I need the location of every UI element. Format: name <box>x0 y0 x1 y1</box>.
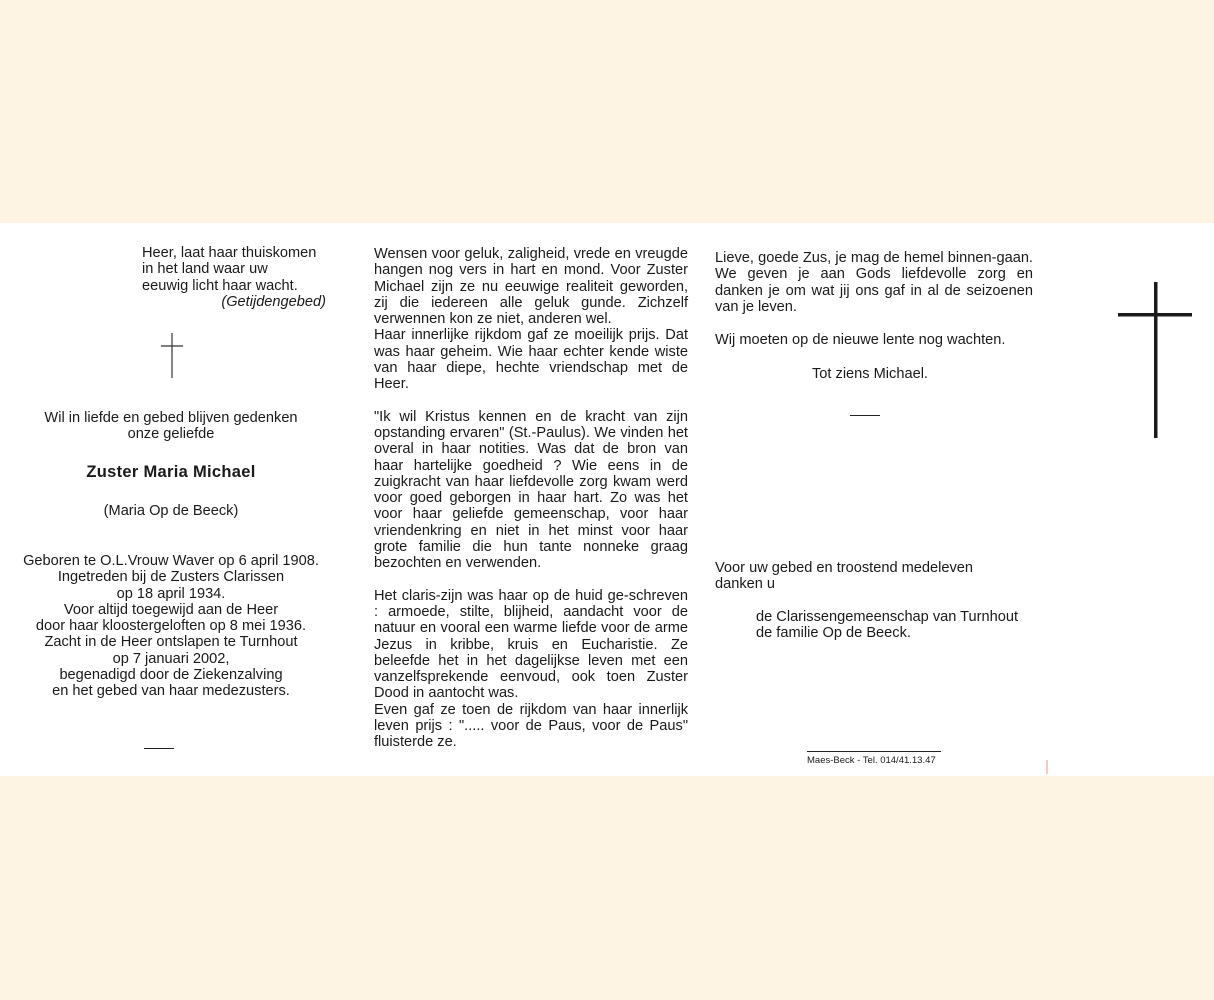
thanks-line: danken u <box>715 576 776 593</box>
tribute-paragraph: Wensen voor geluk, zaligheid, vrede en vreugde hangen nog vers in hart en mond. Voor Zuster Michael zijn ze nu eeuwige realiteit geworden, zij die iedereen alle geluk gunde. Zichzelf verwennen kon ze niet, anderen wel. <box>374 246 688 328</box>
card-edge-mark <box>1046 760 1048 774</box>
biography <box>10 553 332 700</box>
bio-line: Ingetreden bij de Zusters Clarissen <box>57 569 285 586</box>
divider <box>144 748 174 749</box>
bio-line: door haar kloostergeloften op 8 mei 1936. <box>35 618 307 635</box>
cross-icon <box>160 333 184 378</box>
prayer-line: Heer, laat haar thuiskomen <box>142 245 317 261</box>
remembrance-line: onze geliefde <box>127 426 215 443</box>
printer-rule <box>807 751 941 752</box>
bio-line: Voor altijd toegewijd aan de Heer <box>63 601 279 618</box>
bio-line: Geboren te O.L.Vrouw Waver op 6 april 1908. <box>23 553 319 569</box>
cross-icon <box>1116 282 1196 438</box>
remembrance-intro <box>20 410 322 443</box>
prayer-line: in het land waar uw <box>142 261 268 278</box>
goodbye-line: Tot ziens Michael. <box>812 366 928 382</box>
prayer-verse <box>142 245 342 310</box>
thanks-line: Voor uw gebed en troostend medeleven <box>715 560 974 576</box>
bio-line: Zacht in de Heer ontslapen te Turnhout <box>44 634 298 651</box>
bio-line: op 7 januari 2002, <box>112 650 230 667</box>
deceased-name: Zuster Maria Michael <box>86 463 256 481</box>
prayer-source: (Getijdengebed) <box>221 293 326 310</box>
bio-line: en het gebed van haar medezusters. <box>52 683 290 700</box>
tribute-paragraph: Het claris-zijn was haar op de huid ge-schreven : armoede, stilte, blijheid, aandacht voor de natuur en vooral een warme liefde voor de arme Jezus in kribbe, kruis en Eucharistie. Ze beleefde het in het dagelijkse leven met een vanzelfsprekende eenvoud, ook toen Zuster Dood in aantocht was. <box>374 587 688 702</box>
tribute-paragraph: Haar innerlijke rijkdom gaf ze moeilijk prijs. Dat was haar geheim. Wie haar echter kende wiste van haar diepe, hechte vriendschap met de Heer. <box>374 327 688 393</box>
tribute-text <box>374 246 688 751</box>
divider <box>850 415 880 416</box>
signer-line: de familie Op de Beeck. <box>756 625 911 642</box>
signers <box>756 609 1046 642</box>
tribute-paragraph: "Ik wil Kristus kennen en de kracht van zijn opstanding ervaren" (St.-Paulus). We vinden het overal in haar notities. Was dat de bron van haar hartelijke goedheid ? Wie eens in de zuigkracht van haar liefdevolle zorg kwam werd voor goed geborgen in haar hart. Zo was het voor haar geliefde gemeenschap, voor haar vriendenkring en niet in het minst voor haar grote familie die hun tante nonneke graag bezochten en verwenden. <box>374 408 688 572</box>
farewell-text: Lieve, goede Zus, je mag de hemel binnen-gaan. We geven je aan Gods liefdevolle zorg en danken je om wat jij ons gaf in al de seizoenen van je leven. <box>715 250 1033 315</box>
prayer-line: eeuwig licht haar wacht. <box>142 277 298 294</box>
bio-line: op 18 april 1934. <box>116 585 226 602</box>
spring-line: Wij moeten op de nieuwe lente nog wachten. <box>715 332 1006 348</box>
signer-line: de Clarissengemeenschap van Turnhout <box>756 609 1019 625</box>
remembrance-line: Wil in liefde en gebed blijven gedenken <box>44 410 298 426</box>
maiden-name: (Maria Op de Beeck) <box>103 503 239 519</box>
printer-credit: Maes-Beck - Tel. 014/41.13.47 <box>807 755 936 766</box>
bio-line: begenadigd door de Ziekenzalving <box>59 667 283 684</box>
thanks-text <box>715 560 1033 593</box>
tribute-paragraph: Even gaf ze toen de rijkdom van haar innerlijk leven prijs : "..... voor de Paus, voor de Paus" fluisterde ze. <box>374 701 688 751</box>
